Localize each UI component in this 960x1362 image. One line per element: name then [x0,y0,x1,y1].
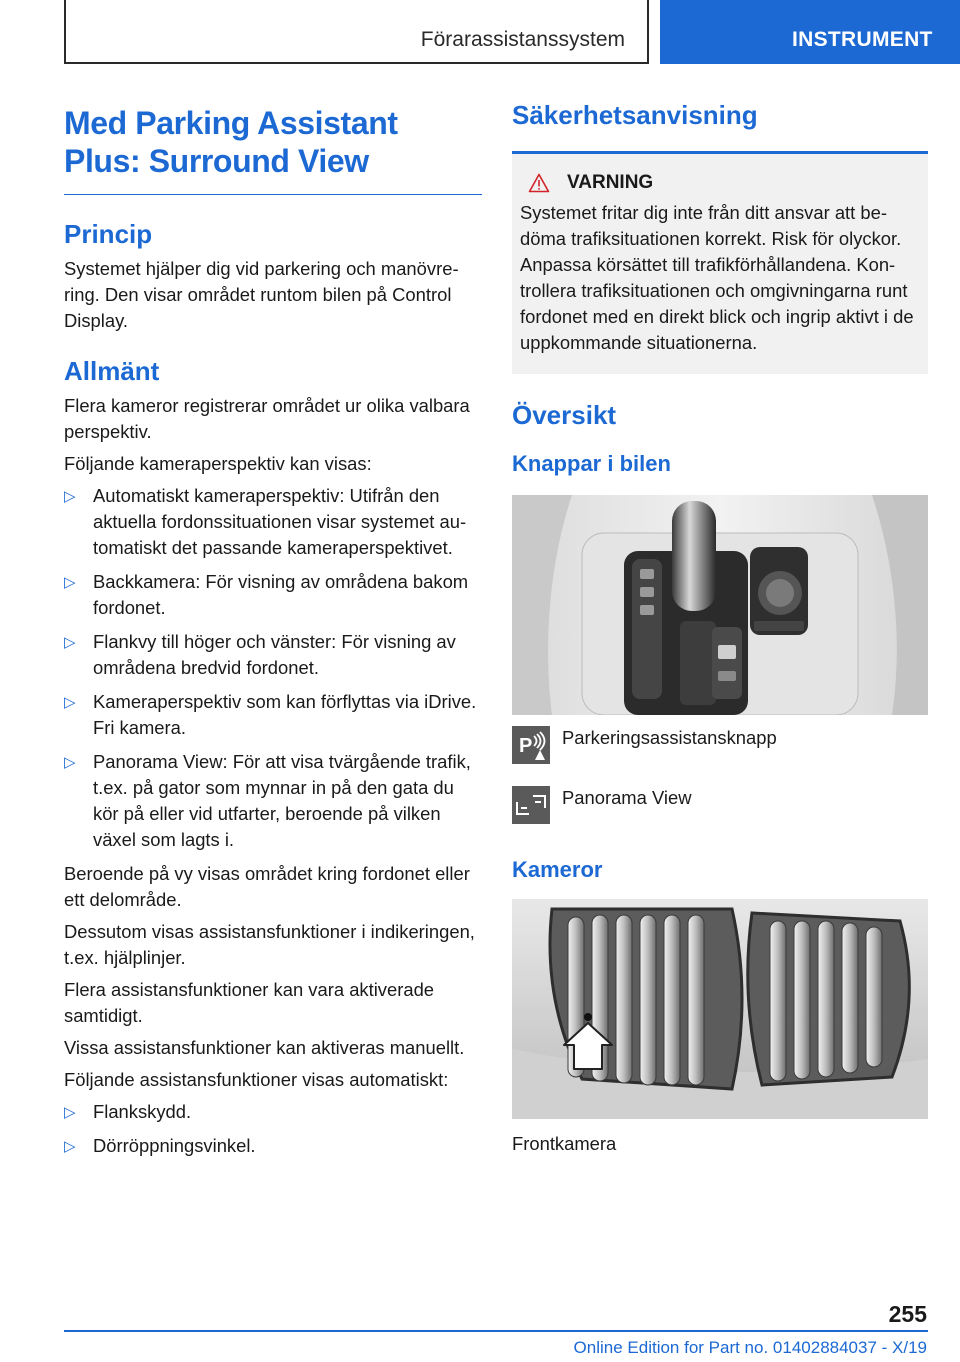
panorama-view-button-row [512,785,928,845]
front-grille-illustration [512,899,928,1119]
header-section-box [64,0,649,64]
header-section-title: Förarassistanssystem [420,28,625,51]
svg-text:P: P [519,735,533,757]
title-divider [64,194,482,195]
triangle-bullet-icon: ▷ [64,488,76,505]
list-item: ▷ Flankvy till höger och vänster: För visning av områdena bredvid fordonet. [64,631,456,678]
warning-title [528,172,920,194]
list-item: ▷ Dörröppningsvinkel. [64,1133,482,1159]
center-console-illustration [512,495,928,715]
triangle-bullet-icon: ▷ [64,634,76,651]
warning-text: Systemet fritar dig inte från ditt ansvar att bedöma trafiksituationen korrekt. Risk för olyckor. Anpassa körsättet till trafikförhållandena. Kontrollera trafiksituationen och omgivningarna runt fordonet med en direkt blick och ingrip aktivt i de uppkommande situationerna. [520,202,914,353]
list-item: ▷ Kameraperspektiv som kan förflyttas via iDrive. Fri kamera. [64,691,477,738]
parking-assist-button-row [512,725,928,785]
header-chapter-tab[interactable] [660,0,960,64]
triangle-bullet-icon: ▷ [64,574,76,591]
page-number: 255 [888,1301,927,1327]
triangle-bullet-icon: ▷ [64,694,76,711]
princip-text: Systemet hjälper dig vid parkering och manövrering. Den visar området runtom bilen på Control Display. [64,258,459,331]
page-title [64,104,482,180]
triangle-bullet-icon: ▷ [64,1104,76,1121]
warning-label: VARNING [567,172,654,193]
list-item: ▷ Backkamera: För visning av områdena bakom fordonet. [64,571,469,618]
parking-assist-icon[interactable] [512,726,550,764]
allmant-paragraph-2: Följande kameraperspektiv kan visas: [64,453,372,474]
allmant-paragraph-7: Följande assistansfunktioner visas automatiskt: [64,1069,449,1090]
list-item: ▷ Flankskydd. [64,1099,482,1125]
center-console-image [512,495,928,715]
right-column [512,100,928,1157]
allmant-paragraph-5: Flera assistansfunktioner kan vara aktiverade samtidigt. [64,979,435,1026]
list-item: ▷ Panorama View: För att visa tvärgående trafik, t.ex. på gator som mynnar in på den gata du kör på eller vid utfarter, beroende på vilken växel som lagts i. [64,751,471,850]
camera-caption: Frontkamera [512,1133,617,1154]
allmant-paragraph-4: Dessutom visas assistansfunktioner i indikeringen, t.ex. hjälplinjer. [64,921,475,968]
parking-assist-label: Parkeringsassistansknapp [562,727,777,748]
footer-divider [64,1330,928,1332]
edition-line: Online Edition for Part no. 01402884037 - X/19 [573,1338,927,1357]
page-title-line2: Plus: Surround View [64,143,369,179]
triangle-bullet-icon: ▷ [64,1138,76,1155]
kameror-heading: Kameror [512,857,603,882]
allmant-heading: Allmänt [64,356,160,386]
header-chapter-label: INSTRUMENT [792,28,933,51]
knappar-heading: Knappar i bilen [512,451,671,476]
left-column [64,104,482,1167]
panorama-view-label: Panorama View [562,787,692,808]
panorama-view-icon[interactable] [512,786,550,824]
safety-heading: Säkerhetsanvisning [512,100,758,130]
allmant-paragraph-1: Flera kameror registrerar området ur olika valbara perspektiv. [64,395,470,442]
oversikt-heading: Översikt [512,400,617,430]
warning-box [512,154,928,374]
camera-perspective-list [64,483,482,853]
page-title-line1: Med Parking Assistant [64,105,398,141]
princip-heading: Princip [64,219,153,249]
warning-triangle-icon [528,173,550,193]
list-item: ▷ Automatiskt kameraperspektiv: Utifrån den aktuella fordonssituationen visar systemet automatiskt det passande kameraperspektivet. [64,485,467,558]
triangle-bullet-icon: ▷ [64,754,76,771]
front-camera-image [512,899,928,1119]
allmant-paragraph-6: Vissa assistansfunktioner kan aktiveras manuellt. [64,1037,465,1058]
auto-function-list [64,1099,482,1159]
allmant-paragraph-3: Beroende på vy visas området kring fordonet eller ett delområde. [64,863,470,910]
